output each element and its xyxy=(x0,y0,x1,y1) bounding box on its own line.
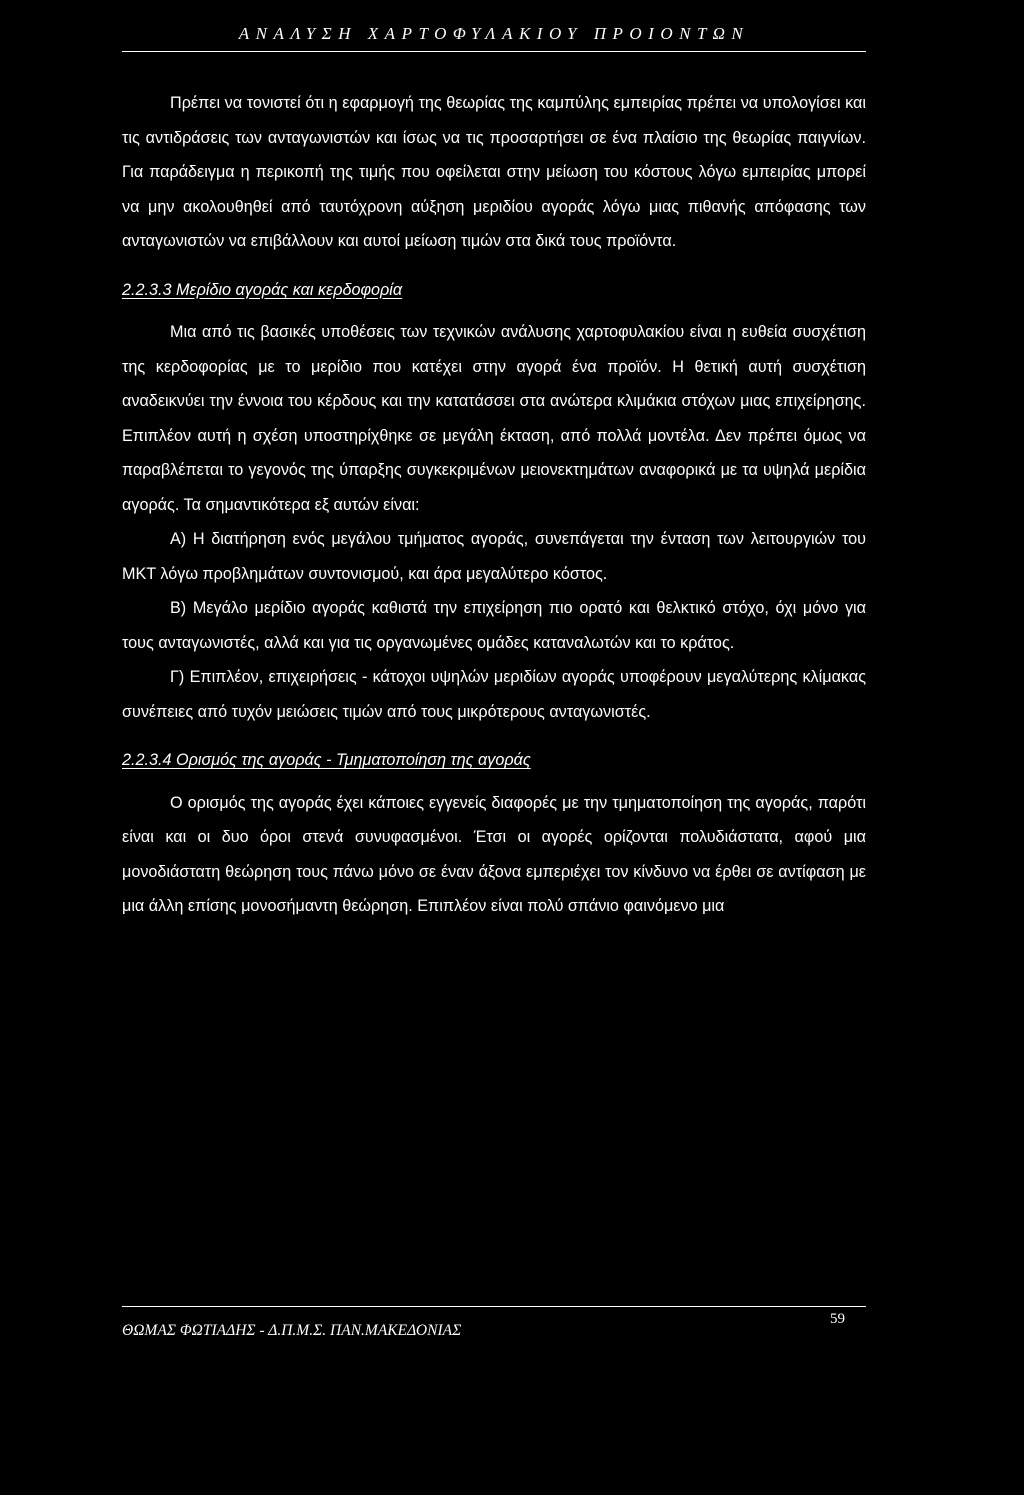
list-item-b: Β) Μεγάλο μερίδιο αγοράς καθιστά την επιχείρηση πιο ορατό και θελκτικό στόχο, όχι μόνο για τους ανταγωνιστές, αλλά και για τις οργανωμένες ομάδες καταναλωτών και το κράτος. xyxy=(122,599,866,652)
spacer xyxy=(122,778,866,786)
list-item-c: Γ) Επιπλέον, επιχειρήσεις - κάτοχοι υψηλών μεριδίων αγοράς υποφέρουν μεγαλύτερης κλίμακας συνέπειες από τυχόν μειώσεις τιμών από τους μικρότερους ανταγωνιστές. xyxy=(122,668,866,721)
page-number: 59 xyxy=(830,1311,845,1327)
header-rule xyxy=(122,51,866,52)
section-heading-2-2-3-4: 2.2.3.4 Ορισμός της αγοράς - Τμηματοποίηση της αγοράς xyxy=(122,751,531,769)
spacer xyxy=(122,307,866,315)
footer-author: ΘΩΜΑΣ ΦΩΤΙΑΔΗΣ - Δ.Π.Μ.Σ. ΠΑΝ.ΜΑΚΕΔΟΝΙΑΣ xyxy=(122,1322,462,1339)
running-header: ΑΝΑΛΥΣΗ ΧΑΡΤΟΦΥΛΑΚΙΟΥ ΠΡΟΙΟΝΤΩΝ xyxy=(238,24,750,43)
section-2-2-3-3-paragraph: Μια από τις βασικές υποθέσεις των τεχνικών ανάλυσης χαρτοφυλακίου είναι η ευθεία συσχέτιση της κερδοφορίας με το μερίδιο που κατέχει στην αγορά ένα προϊόν. Η θετική αυτή συσχέτιση αναδεικνύει την έννοια του κέρδους και την κατατάσσει στα ανώτερα κλιμάκια στόχων μιας επιχείρησης. Επιπλέον αυτή η σχέση υποστηρίχθηκε σε μεγάλη έκταση, από πολλά μοντέλα. Δεν πρέπει όμως να παραβλέπεται το γεγονός της ύπαρξης συγκεκριμένων μειονεκτημάτων αναφορικά με τα υψηλά μερίδια αγοράς. Τα σημαντικότερα εξ αυτών είναι: xyxy=(122,323,866,514)
list-item-a: Α) Η διατήρηση ενός μεγάλου τμήματος αγοράς, συνεπάγεται την ένταση των λειτουργιών του ΜΚΤ λόγω προβλημάτων συντονισμού, και άρα μεγαλύτερο κόστος. xyxy=(122,530,866,583)
page-body xyxy=(122,86,866,924)
intro-paragraph: Πρέπει να τονιστεί ότι η εφαρμογή της θεωρίας της καμπύλης εμπειρίας πρέπει να υπολογίσει και τις αντιδράσεις των ανταγωνιστών και ίσως να τις προσαρτήσει σε ένα πλαίσιο της θεωρίας παιγνίων. Για παράδειγμα η περικοπή της τιμής που οφείλεται στην μείωση του κόστους λόγω εμπειρίας μπορεί να μην ακολουθηθεί από ταυτόχρονη αύξηση μεριδίου αγοράς λόγω μιας πιθανής απόφασης των ανταγωνιστών να επιβάλλουν και αυτοί μείωση τιμών στα δικά τους προϊόντα. xyxy=(122,94,866,250)
footer-rule xyxy=(122,1306,866,1307)
spacer xyxy=(122,259,866,273)
spacer xyxy=(122,729,866,743)
section-2-2-3-4-paragraph: Ο ορισμός της αγοράς έχει κάποιες εγγενείς διαφορές με την τμηματοποίηση της αγοράς, παρότι είναι και οι δυο όροι στενά συνυφασμένοι. Έτσι οι αγορές ορίζονται πολυδιάστατα, αφού μια μονοδιάστατη θεώρηση τους πάνω μόνο σε έναν άξονα εμπεριέχει τον κίνδυνο να έρθει σε αντίφαση με μια άλλη επίσης μονοσήμαντη θεώρηση. Επιπλέον είναι πολύ σπάνιο φαινόμενο μια xyxy=(122,793,866,915)
section-heading-2-2-3-3: 2.2.3.3 Μερίδιο αγοράς και κερδοφορία xyxy=(122,280,403,299)
